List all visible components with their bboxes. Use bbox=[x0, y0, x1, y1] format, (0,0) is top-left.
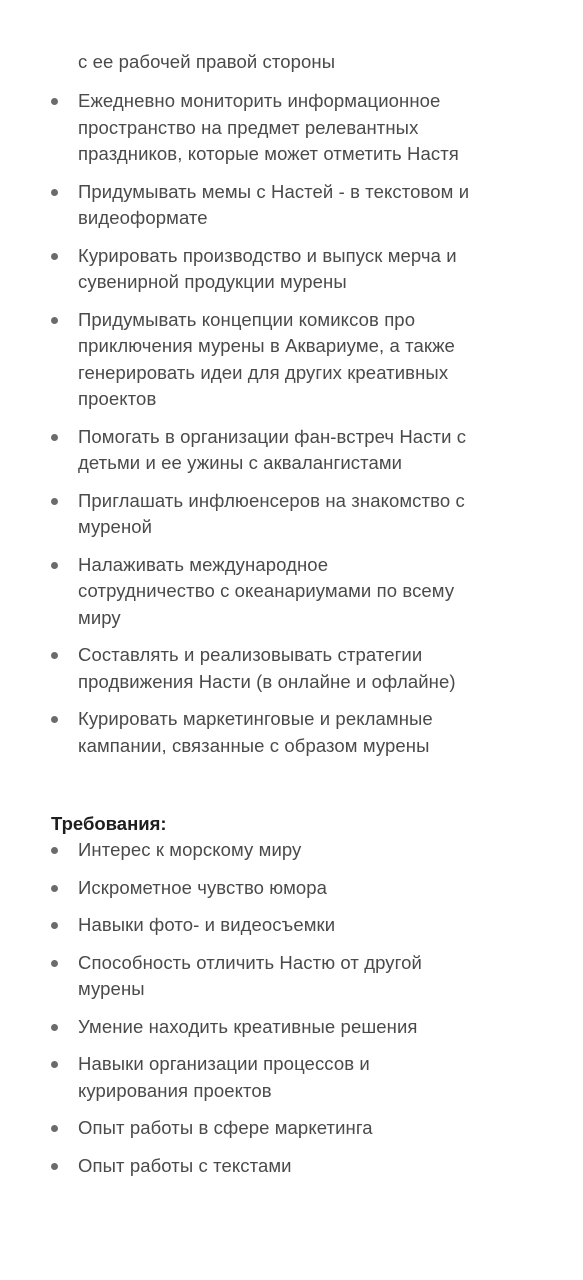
list-item bbox=[0, 307, 583, 413]
list-item-line: Придумывать мемы с Настей - в текстовом и bbox=[78, 180, 470, 202]
bullet-icon bbox=[51, 922, 58, 929]
list-item bbox=[0, 706, 583, 759]
list-item-line: пространство на предмет релевантных bbox=[78, 116, 419, 138]
list-item-line: праздников, которые может отметить Настя bbox=[78, 143, 459, 164]
bullet-icon bbox=[51, 1125, 58, 1132]
bullet-icon bbox=[51, 317, 58, 324]
bullet-icon bbox=[51, 189, 58, 196]
list-item-line: сувенирной продукции мурены bbox=[78, 271, 347, 292]
list-item-line: Навыки фото- и видеосъемки bbox=[78, 914, 336, 935]
list-item-line: Приглашать инфлюенсеров на знакомство с bbox=[78, 489, 465, 511]
bullet-icon bbox=[51, 434, 58, 441]
bullet-icon bbox=[51, 960, 58, 967]
list-item-line: Искрометное чувство юмора bbox=[78, 876, 328, 898]
list-item bbox=[0, 1051, 583, 1104]
list-item-line: Составлять и реализовывать стратегии bbox=[78, 644, 423, 665]
list-item-line: Умение находить креативные решения bbox=[78, 1015, 418, 1037]
requirements-list bbox=[0, 837, 583, 1190]
list-item-line: мурены bbox=[78, 978, 145, 999]
list-item bbox=[0, 552, 583, 632]
list-item bbox=[0, 1115, 583, 1142]
bullet-icon bbox=[51, 652, 58, 659]
bullet-icon bbox=[51, 98, 58, 105]
list-item-line: Налаживать международное bbox=[78, 553, 329, 575]
list-item-line: проектов bbox=[78, 388, 157, 409]
list-item-line: Курировать маркетинговые и рекламные bbox=[78, 708, 433, 729]
list-item-line: Опыт работы в сфере маркетинга bbox=[78, 1117, 373, 1138]
list-item bbox=[0, 1153, 583, 1180]
bullet-icon bbox=[51, 1061, 58, 1068]
list-item-line: детьми и ее ужины с аквалангистами bbox=[78, 452, 403, 473]
list-item bbox=[0, 424, 583, 477]
list-item bbox=[0, 488, 583, 541]
list-item-line: Навыки организации процессов и bbox=[78, 1053, 370, 1074]
bullet-icon bbox=[51, 498, 58, 505]
list-item bbox=[0, 243, 583, 296]
list-item-line: Курировать производство и выпуск мерча и bbox=[78, 244, 457, 266]
bullet-icon bbox=[51, 885, 58, 892]
list-item-line: приключения мурены в Аквариуме, а также bbox=[78, 335, 455, 356]
list-item-line: генерировать идеи для других креативных bbox=[78, 361, 449, 383]
list-item-line: Опыт работы с текстами bbox=[78, 1154, 292, 1176]
bullet-icon bbox=[51, 716, 58, 723]
list-item-line: продвижения Насти (в онлайне и офлайне) bbox=[78, 670, 456, 692]
list-item bbox=[0, 88, 583, 168]
list-item-line: Помогать в организации фан-встреч Насти с bbox=[78, 425, 467, 447]
continuation-text: с ее рабочей правой стороны bbox=[78, 51, 336, 72]
list-item-line: сотрудничество с океанариумами по всему bbox=[78, 580, 455, 601]
list-item-line: Способность отличить Настю от другой bbox=[78, 951, 422, 973]
list-item bbox=[0, 179, 583, 232]
duties-list bbox=[0, 88, 583, 770]
list-item-line: Ежедневно мониторить информационное bbox=[78, 90, 441, 111]
bullet-icon bbox=[51, 1024, 58, 1031]
list-item-line: Придумывать концепции комиксов про bbox=[78, 308, 416, 330]
requirements-heading: Требования: bbox=[51, 813, 167, 834]
bullet-icon bbox=[51, 253, 58, 260]
list-item-line: кампании, связанные с образом мурены bbox=[78, 734, 430, 756]
bullet-icon bbox=[51, 1163, 58, 1170]
list-item bbox=[0, 950, 583, 1003]
list-item-line: Интерес к морскому миру bbox=[78, 839, 302, 860]
list-item bbox=[0, 875, 583, 902]
list-item-line: миру bbox=[78, 606, 121, 628]
list-item bbox=[0, 912, 583, 939]
list-item bbox=[0, 1014, 583, 1041]
list-item bbox=[0, 642, 583, 695]
bullet-icon bbox=[51, 562, 58, 569]
list-item-line: видеоформате bbox=[78, 207, 208, 228]
list-item-line: муреной bbox=[78, 516, 153, 537]
list-item bbox=[0, 837, 583, 864]
list-item-line: курирования проектов bbox=[78, 1079, 272, 1101]
bullet-icon bbox=[51, 847, 58, 854]
